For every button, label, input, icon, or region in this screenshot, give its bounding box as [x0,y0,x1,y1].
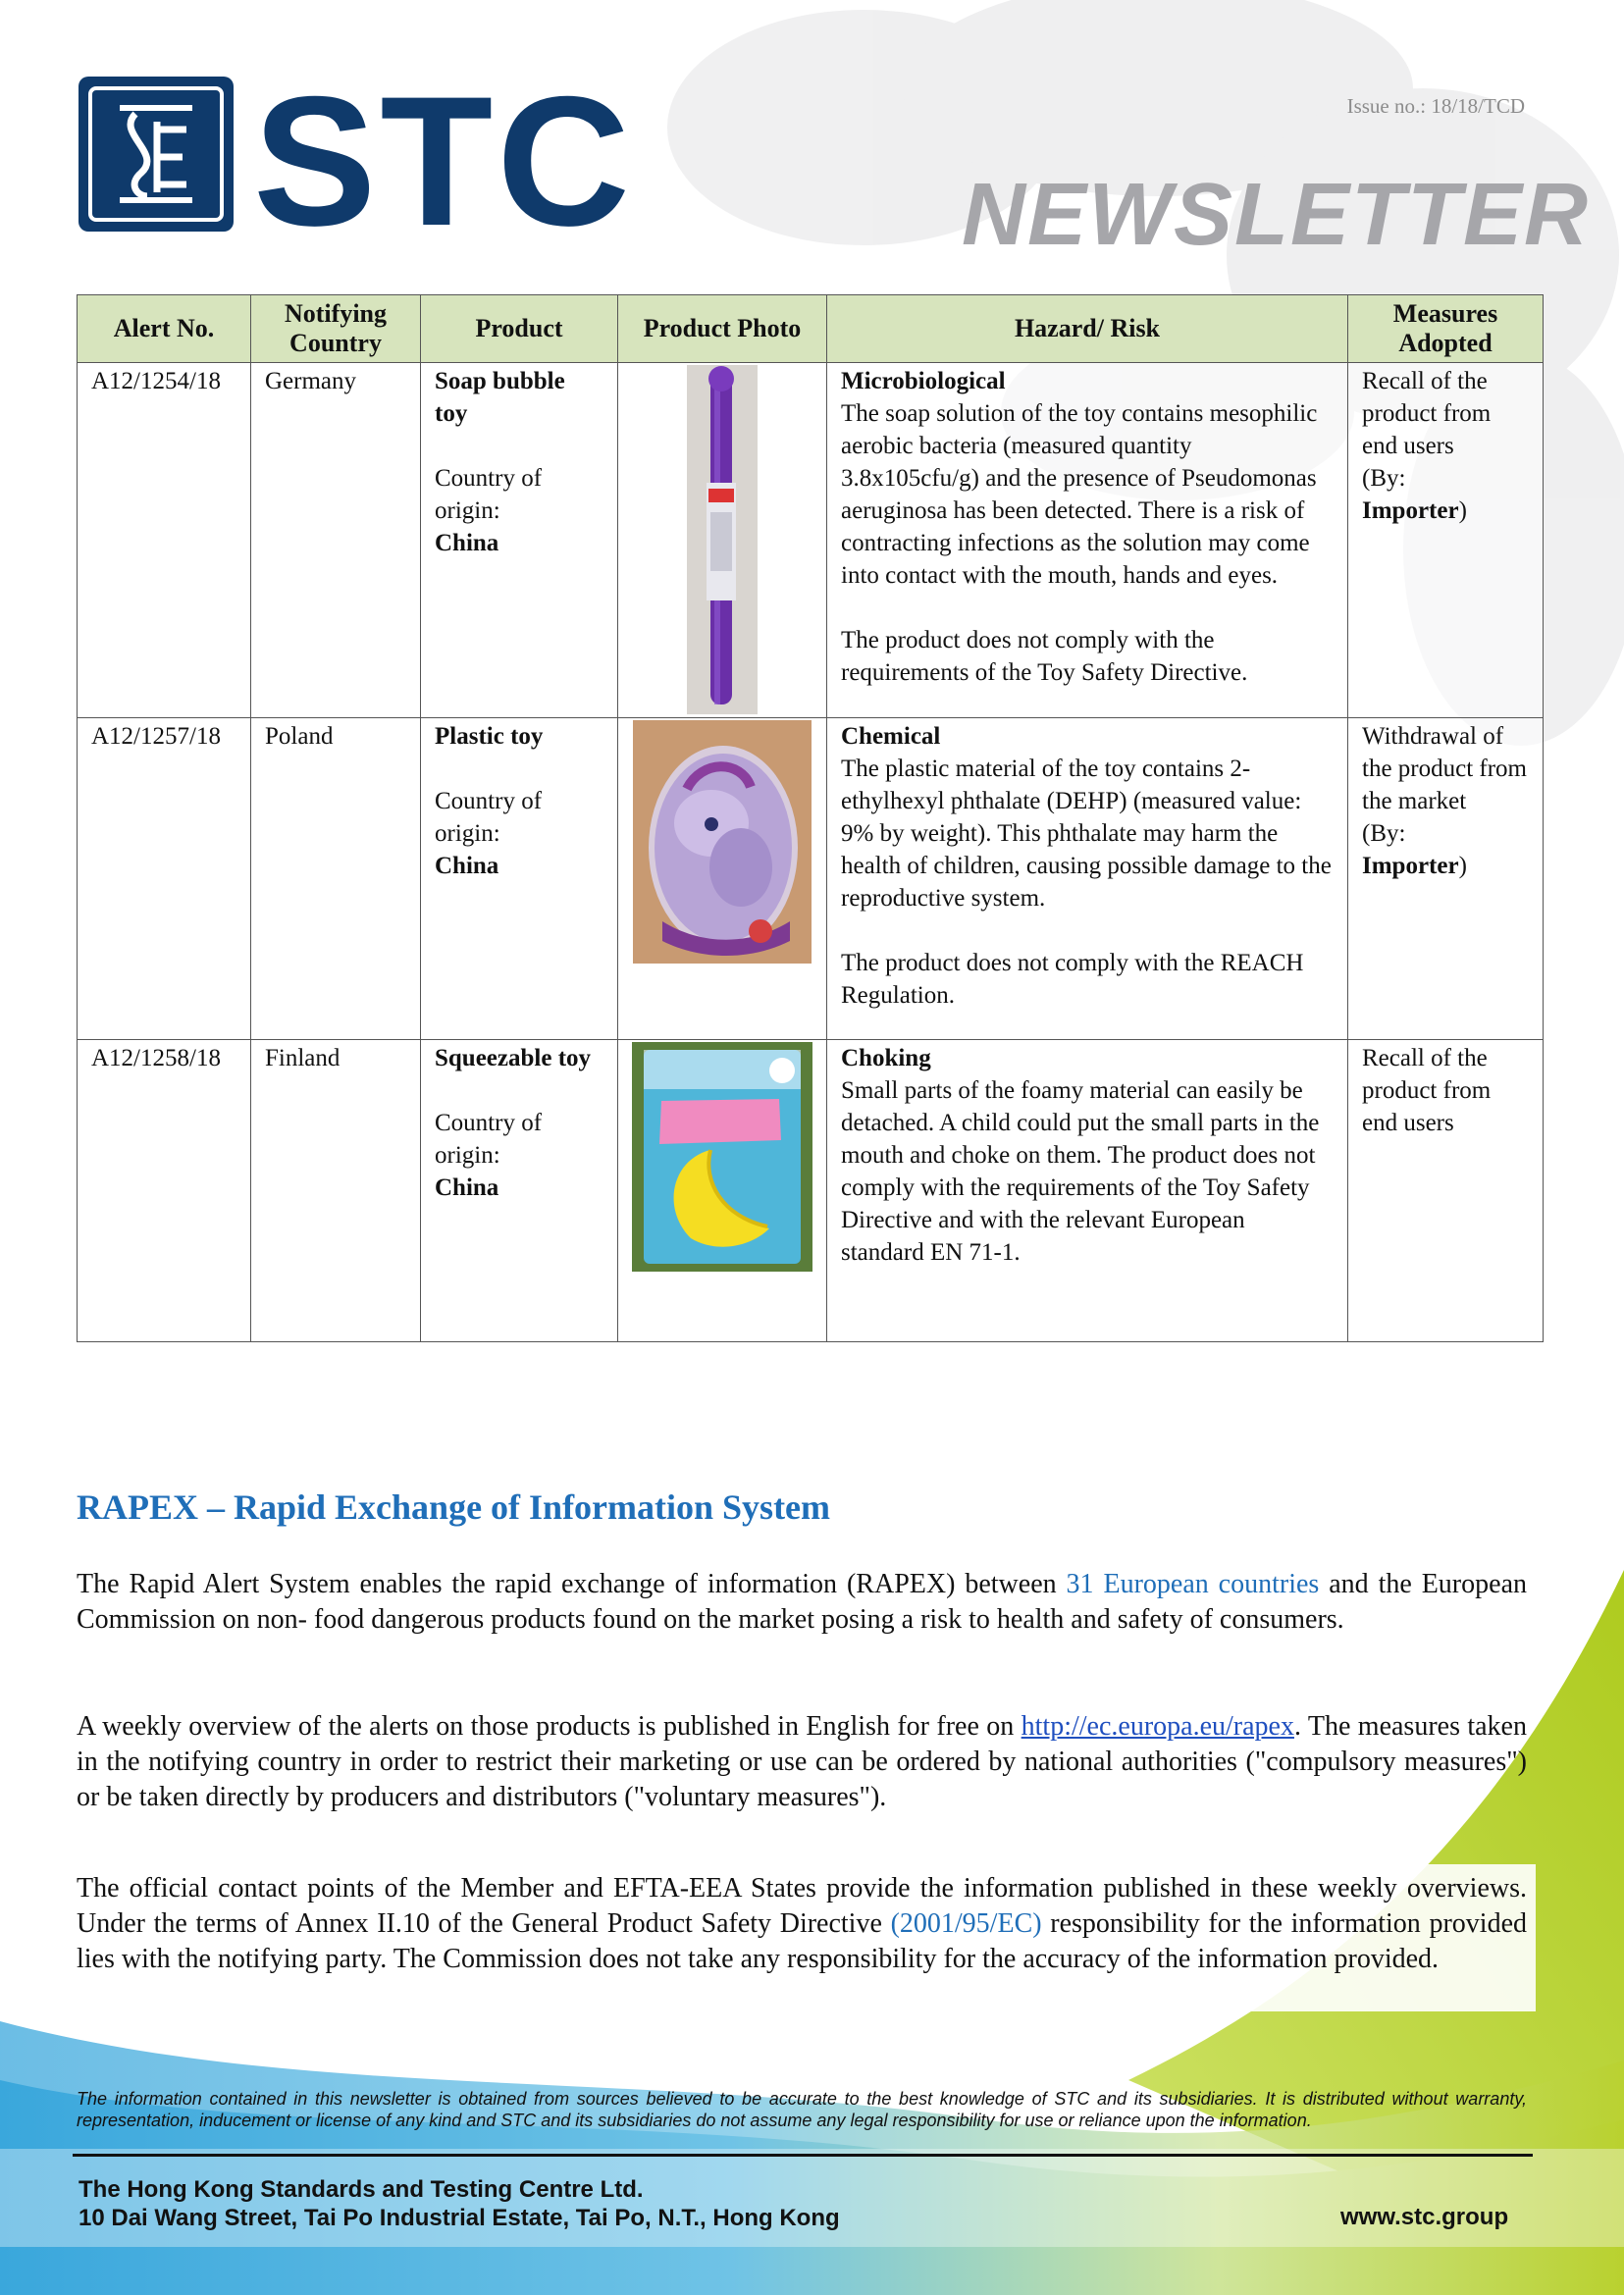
hazard-description: The plastic material of the toy contains 2-ethylhexyl phthalate (DEHP) (measured value: 9% by weight). This phthalate may harm the health of children, causing possible damage to the reproductive system. [841,756,1332,912]
product-cell [421,1040,618,1342]
product-name: Soap bubble toy [435,368,565,427]
header-alert-no: Alert No. [78,295,251,363]
p3-text-after: responsibility for the information provided lies with the notifying party. The Commission does not take any responsibility for the accuracy of the information provided. [77,1908,1528,1974]
measures-cell [1348,718,1544,1040]
hazard-description: Small parts of the foamy material can easily be detached. A child could put the small parts in the mouth and choke on them. The product does not comply with the requirements of the Toy Safety Directive and with the relevant European standard EN 71-1. [841,1077,1320,1266]
soap-bubble-toy-photo [687,365,758,714]
disclaimer: The information contained in this newsletter is obtained from sources believed to be accurate to the best knowledge of STC and its subsidiaries. It is distributed without warranty, representation, inducement or license of any kind and STC and its subsidiaries do not assume any legal responsibility for use or reliance upon the information. [77,2089,1527,2130]
origin-label: Country of origin: [435,465,543,524]
measures-by-suffix: ) [1458,497,1467,524]
company-name: The Hong Kong Standards and Testing Centre Ltd. [79,2176,644,2203]
origin-label: Country of origin: [435,1110,543,1169]
product-photo-cell [618,1040,827,1342]
measures-by: Importer [1362,497,1459,524]
company-address: 10 Dai Wang Street, Tai Po Industrial Estate, Tai Po, N.T., Hong Kong [79,2205,840,2231]
rapex-paragraph-1 [77,1567,1527,1638]
product-name: Squeezable toy [435,1045,592,1071]
stc-logo [77,75,670,236]
rapex-title: RAPEX – Rapid Exchange of Information System [77,1487,831,1527]
p3-text-before: The official contact points of the Member and EFTA-EEA States provide the information published in these weekly overviews. Under the terms of Annex II.10 of the General Product Safety Directive [77,1873,1527,1939]
measures-cell [1348,1040,1544,1342]
newsletter-title: NEWSLETTER [962,166,1590,264]
header-product: Product [421,295,618,363]
p1-highlight: 31 European countries [1066,1569,1320,1599]
p1-text-before: The Rapid Alert System enables the rapid exchange of information (RAPEX) between [77,1569,1067,1599]
rapex-link[interactable]: http://ec.europa.eu/rapex [1021,1711,1294,1742]
origin-country: China [435,1174,499,1201]
product-cell [421,363,618,718]
svg-text:STC: STC [253,75,634,236]
origin-country: China [435,853,499,879]
footer-divider [73,2154,1533,2157]
hazard-title: Chemical [841,723,941,750]
header-product-photo: Product Photo [618,295,827,363]
plastic-toy-photo [633,720,812,964]
measures-by-prefix: (By: [1362,820,1406,847]
table-header-row [78,295,1544,363]
product-photo-cell [618,363,827,718]
alert-no: A12/1258/18 [78,1040,251,1342]
rapex-paragraph-3 [77,1871,1527,1977]
header-hazard-risk: Hazard/ Risk [827,295,1348,363]
squeezable-toy-photo [632,1042,812,1272]
measures-by-prefix: (By: [1362,465,1406,492]
notifying-country: Poland [251,718,421,1040]
product-cell [421,718,618,1040]
origin-label: Country of origin: [435,788,543,847]
origin-country: China [435,530,499,556]
table-row [78,363,1544,718]
alert-no: A12/1257/18 [78,718,251,1040]
hazard-compliance: The product does not comply with the requirements of the Toy Safety Directive. [841,627,1248,686]
alerts-table [77,294,1544,1342]
hazard-compliance: The product does not comply with the REACH Regulation. [841,950,1304,1009]
alert-no: A12/1254/18 [78,363,251,718]
product-photo-cell [618,718,827,1040]
measures-by-suffix: ) [1458,853,1467,879]
p1-text-after: and the European Commission on non- food dangerous products found on the market posing a risk to health and safety of consumers. [77,1569,1527,1635]
measures-text: Recall of the product from end users [1362,368,1492,459]
notifying-country: Finland [251,1040,421,1342]
table-row [78,718,1544,1040]
measures-by: Importer [1362,853,1459,879]
hazard-title: Microbiological [841,368,1006,394]
rapex-paragraph-2 [77,1709,1527,1815]
p2-text-after: . The measures taken in the notifying country in order to restrict their marketing or use can be ordered by national authorities ("compulsory measures") or be taken directly by producers and distributors ("voluntary measures"). [77,1711,1527,1812]
header-measures-adopted: Measures Adopted [1348,295,1544,363]
measures-text: Withdrawal of the product from the market [1362,723,1528,814]
hazard-cell [827,1040,1348,1342]
header-notifying-country: Notifying Country [251,295,421,363]
p2-text-before: A weekly overview of the alerts on those products is published in English for free on [77,1711,1022,1742]
notifying-country: Germany [251,363,421,718]
hazard-cell [827,718,1348,1040]
hazard-cell [827,363,1348,718]
product-name: Plastic toy [435,723,544,750]
hazard-title: Choking [841,1045,931,1071]
issue-number: Issue no.: 18/18/TCD [1346,94,1525,118]
table-row [78,1040,1544,1342]
measures-text: Recall of the product from end users [1362,1045,1492,1136]
hazard-description: The soap solution of the toy contains mesophilic aerobic bacteria (measured quantity 3.8x105cfu/g) and the presence of Pseudomonas aeruginosa has been detected. There is a risk of contracting infections as the solution may come into contact with the mouth, hands and eyes. [841,400,1318,589]
website: www.stc.group [1340,2204,1509,2230]
company-block [79,2175,840,2232]
measures-cell [1348,363,1544,718]
p3-highlight: (2001/95/EC) [890,1908,1042,1939]
